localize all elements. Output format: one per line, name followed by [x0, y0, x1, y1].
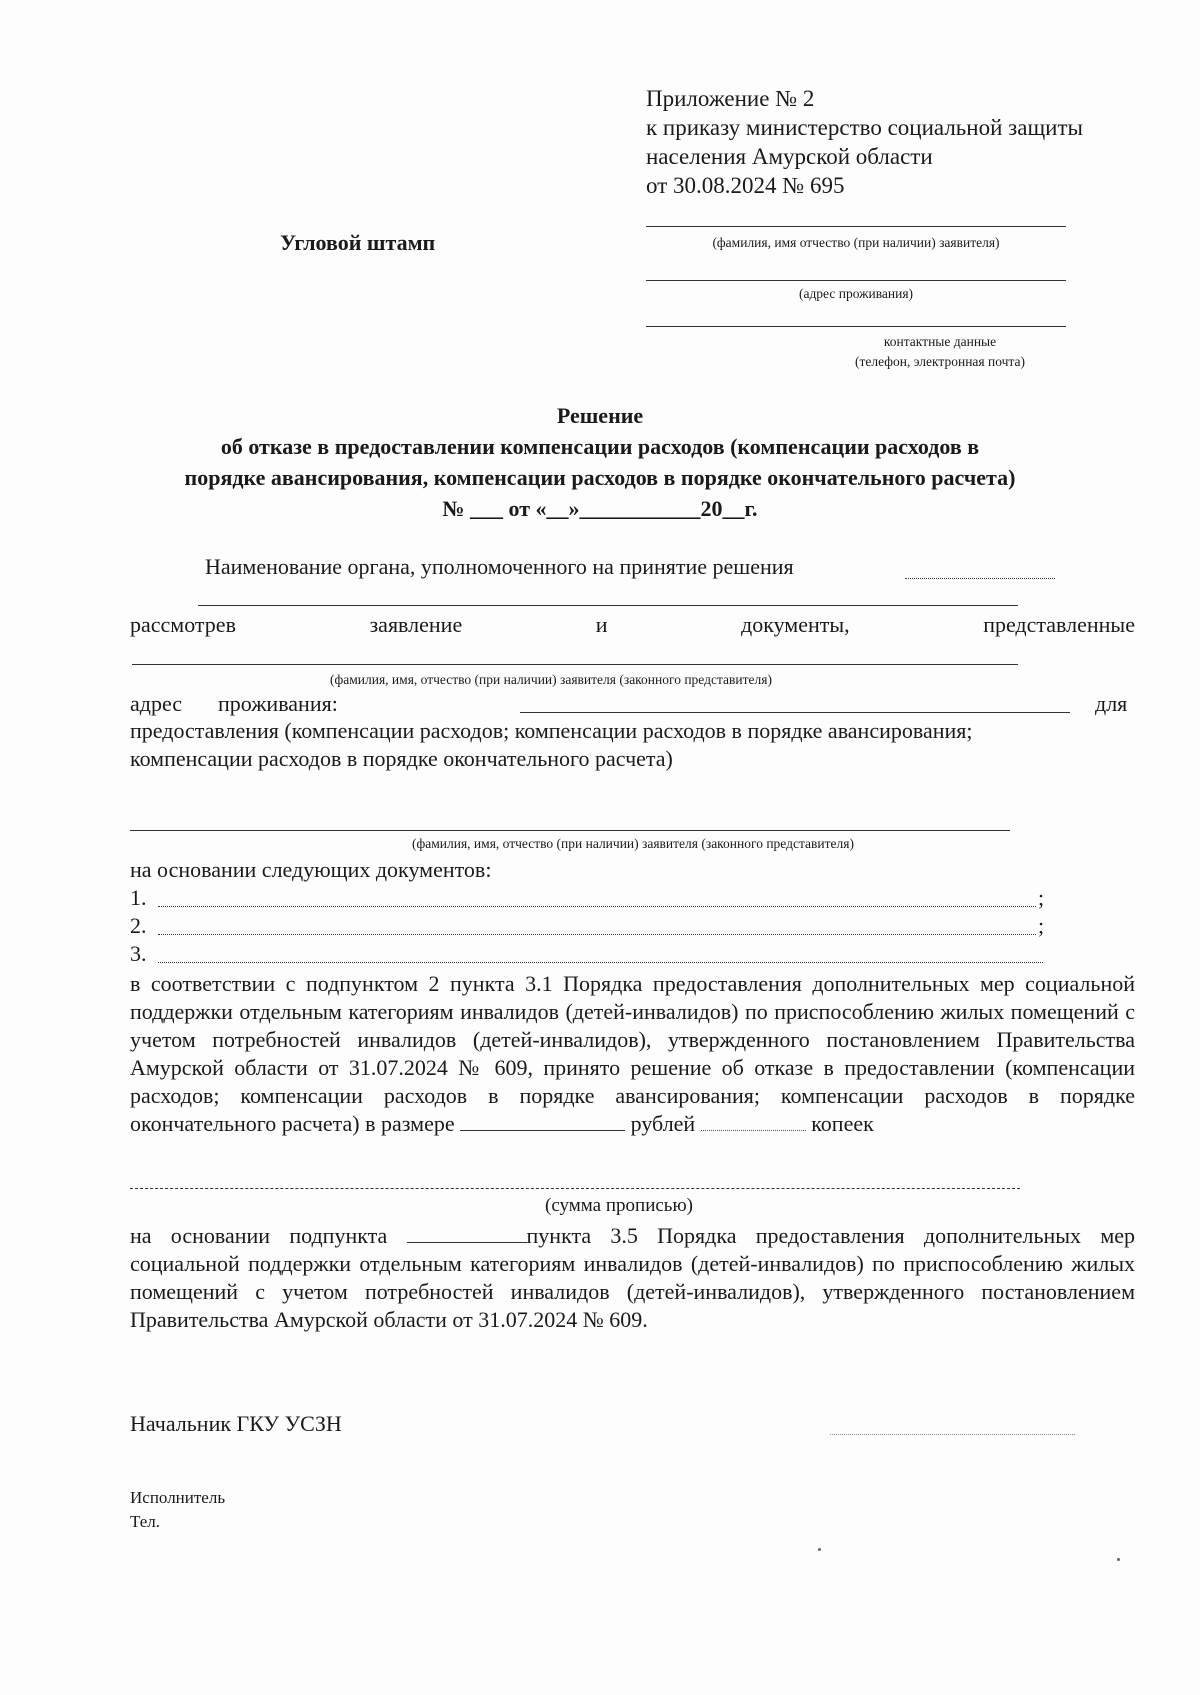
decision-text: в соответствии с подпунктом 2 пункта 3.1 Порядка предоставления дополнительных мер социальной поддержки отдельным категориям инвалидов (детей-инвалидов) по приспособлению жилых помещений с учетом потребностей инвалидов (детей-инвалидов), утвержденного постановлением Правительства Амурской области от 31.07.2024 № 609, принято решение об отказе в предоставлении (компенсации расходов; компенсации расходов в порядке авансирования; компенсации расходов в порядке окончательного расчета) в размере: [130, 971, 1135, 1136]
applicant-address-caption: (адрес проживания): [798, 286, 914, 301]
title-line-2: об отказе в предоставлении компенсации расходов (компенсации расходов в: [220, 434, 980, 459]
doc-item-2-line[interactable]: [158, 934, 1036, 935]
rubles-label: рублей: [630, 1111, 696, 1136]
appendix-line-3: населения Амурской области: [646, 144, 933, 169]
applicant-name-line[interactable]: [646, 226, 1066, 227]
kopecks-label: копеек: [811, 1111, 874, 1136]
address-line[interactable]: [520, 712, 1070, 713]
purpose-line-2: компенсации расходов в порядке окончательного расчета): [130, 746, 673, 771]
appendix-header: [646, 84, 1083, 200]
corner-stamp-label: Угловой штамп: [280, 230, 436, 255]
applicant-contact-line[interactable]: [646, 326, 1066, 327]
applicant-caption-2: (фамилия, имя, отчество (при наличии) заявителя (законного представителя): [412, 836, 854, 851]
considered-line: [130, 612, 1135, 638]
subparagraph-field[interactable]: [407, 1224, 527, 1243]
address-label-2: проживания:: [218, 691, 338, 716]
scan-speck: [818, 1548, 821, 1551]
organ-name-line-2[interactable]: [198, 605, 1018, 606]
applicant-representative-caption: (фамилия, имя, отчество (при наличии) заявителя (законного представителя): [330, 672, 772, 687]
appendix-line-4: от 30.08.2024 № 695: [646, 173, 845, 198]
signature-line[interactable]: [830, 1434, 1075, 1435]
doc-item-3-line[interactable]: [158, 962, 1043, 963]
applicant-representative-line[interactable]: [132, 664, 1018, 665]
amount-rubles-field[interactable]: [460, 1112, 625, 1131]
phone-label: Тел.: [130, 1512, 161, 1531]
applicant-name-caption: (фамилия, имя отчество (при наличии) заявителя): [712, 235, 1000, 250]
word-documents: документы,: [741, 612, 850, 637]
basis-paragraph: [130, 1222, 1135, 1372]
purpose-line-1: предоставления (компенсации расходов; компенсации расходов в порядке авансирования;: [130, 718, 973, 743]
doc-item-1-line[interactable]: [158, 906, 1036, 907]
appendix-line-1: Приложение № 2: [646, 86, 815, 111]
decision-paragraph: [130, 970, 1135, 1170]
title-line-1: Решение: [556, 403, 644, 428]
documents-label: на основании следующих документов:: [130, 857, 492, 882]
basis-start: на основании подпункта: [130, 1223, 388, 1248]
appendix-line-2: к приказу министерство социальной защиты: [646, 115, 1083, 140]
doc-item-1-semicolon: ;: [1038, 885, 1045, 910]
title-line-4: № ___ от «__»___________20__г.: [442, 496, 758, 521]
doc-item-1-number: 1.: [130, 885, 147, 910]
sum-in-words-caption: (сумма прописью): [545, 1195, 693, 1216]
signature-position: Начальник ГКУ УСЗН: [130, 1411, 342, 1436]
word-application: заявление: [369, 612, 463, 637]
applicant-address-line[interactable]: [646, 280, 1066, 281]
contact-caption-1: контактные данные: [883, 334, 997, 349]
decision-title: [100, 400, 1100, 524]
scan-speck: [1117, 1558, 1120, 1561]
organ-name-line[interactable]: [905, 578, 1055, 579]
basis-rest: пункта 3.5 Порядка предоставления дополнительных мер социальной поддержки отдельным категориям инвалидов (детей-инвалидов) по приспособлению жилых помещений с учетом потребностей инвалидов (детей-инвалидов), утвержденного постановлением Правительства Амурской области от 31.07.2024 № 609.: [130, 1223, 1136, 1332]
word-considered: рассмотрев: [130, 612, 236, 637]
sum-in-words-line[interactable]: [130, 1188, 1020, 1189]
address-label-1: адрес: [130, 691, 183, 716]
amount-kopecks-field[interactable]: [701, 1112, 806, 1131]
doc-item-2-semicolon: ;: [1038, 913, 1045, 938]
title-line-3: порядке авансирования, компенсации расходов в порядке окончательного расчета): [184, 465, 1016, 490]
doc-item-2-number: 2.: [130, 913, 147, 938]
contact-caption-2: (телефон, электронная почта): [855, 354, 1025, 369]
address-for: для: [1095, 691, 1128, 716]
executor-label: Исполнитель: [130, 1488, 226, 1507]
word-and: и: [595, 612, 608, 637]
applicant-line-2[interactable]: [130, 830, 1010, 831]
word-presented: представленные: [983, 612, 1135, 637]
organ-label: Наименование органа, уполномоченного на принятие решения: [205, 554, 794, 579]
doc-item-3-number: 3.: [130, 941, 147, 966]
